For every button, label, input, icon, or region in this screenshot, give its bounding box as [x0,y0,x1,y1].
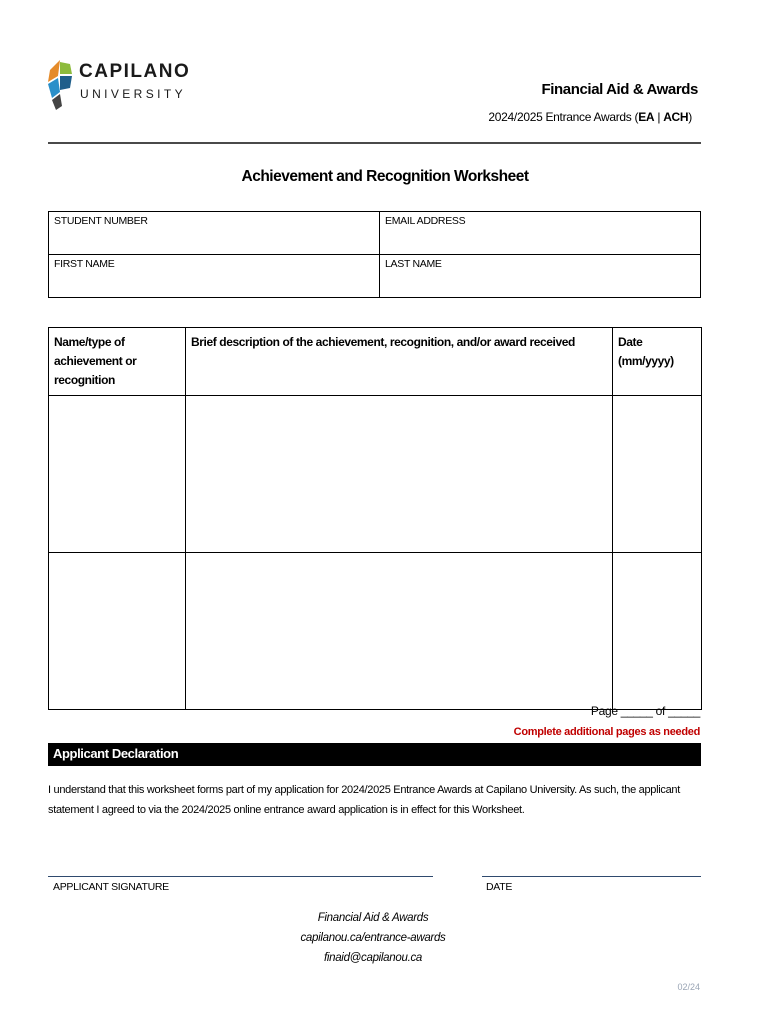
achievement-date-cell[interactable] [613,396,702,553]
column-header-name: Name/type of achievement or recognition [49,328,186,396]
student-info-table [48,211,701,298]
header-subtitle: 2024/2025 Entrance Awards (EA | ACH) [488,110,692,124]
achievement-date-cell[interactable] [613,553,702,710]
page-title: Achievement and Recognition Worksheet [241,168,529,185]
additional-pages-note: Complete additional pages as needed [513,726,700,738]
column-header-description: Brief description of the achievement, recognition, and/or award received [186,328,613,396]
logo-subword: UNIVERSITY [80,87,187,101]
achievement-description-cell[interactable] [186,553,613,710]
student-number-field[interactable] [49,212,380,255]
declaration-text: I understand that this worksheet forms part of my application for 2024/2025 Entrance Awards at Capilano University. As such, the applicant statement I agreed to via the 2024/2025 online entrance award application is in effect for this Worksheet. [48,784,681,816]
achievement-name-cell[interactable] [49,553,186,710]
footer-email: finaid@capilanou.ca [323,952,423,964]
achievement-description-cell[interactable] [186,396,613,553]
last-name-label: LAST NAME [385,258,442,270]
student-number-label: STUDENT NUMBER [54,215,148,227]
footer-contact [0,908,746,968]
header-rule [48,142,701,144]
last-name-field[interactable] [380,255,701,298]
email-address-field[interactable] [380,212,701,255]
signature-line[interactable] [48,876,433,877]
achievement-table [48,327,702,710]
table-row [49,553,702,710]
declaration-heading-bar [48,743,701,766]
email-address-label: EMAIL ADDRESS [385,215,466,227]
first-name-label: FIRST NAME [54,258,115,270]
achievement-name-cell[interactable] [49,396,186,553]
signature-label: APPLICANT SIGNATURE [53,881,169,893]
first-name-field[interactable] [49,255,380,298]
column-header-date: Date (mm/yyyy) [613,328,702,396]
date-label: DATE [486,881,513,893]
declaration-heading: Applicant Declaration [53,746,179,761]
version-code: 02/24 [677,982,700,992]
footer-department: Financial Aid & Awards [317,912,429,924]
table-row [49,396,702,553]
page-counter: Page _____ of _____ [590,704,700,718]
logo-wordmark: CAPILANO [79,61,191,82]
header-title: Financial Aid & Awards [541,81,698,98]
footer-website: capilanou.ca/entrance-awards [300,932,446,944]
date-line[interactable] [482,876,701,877]
